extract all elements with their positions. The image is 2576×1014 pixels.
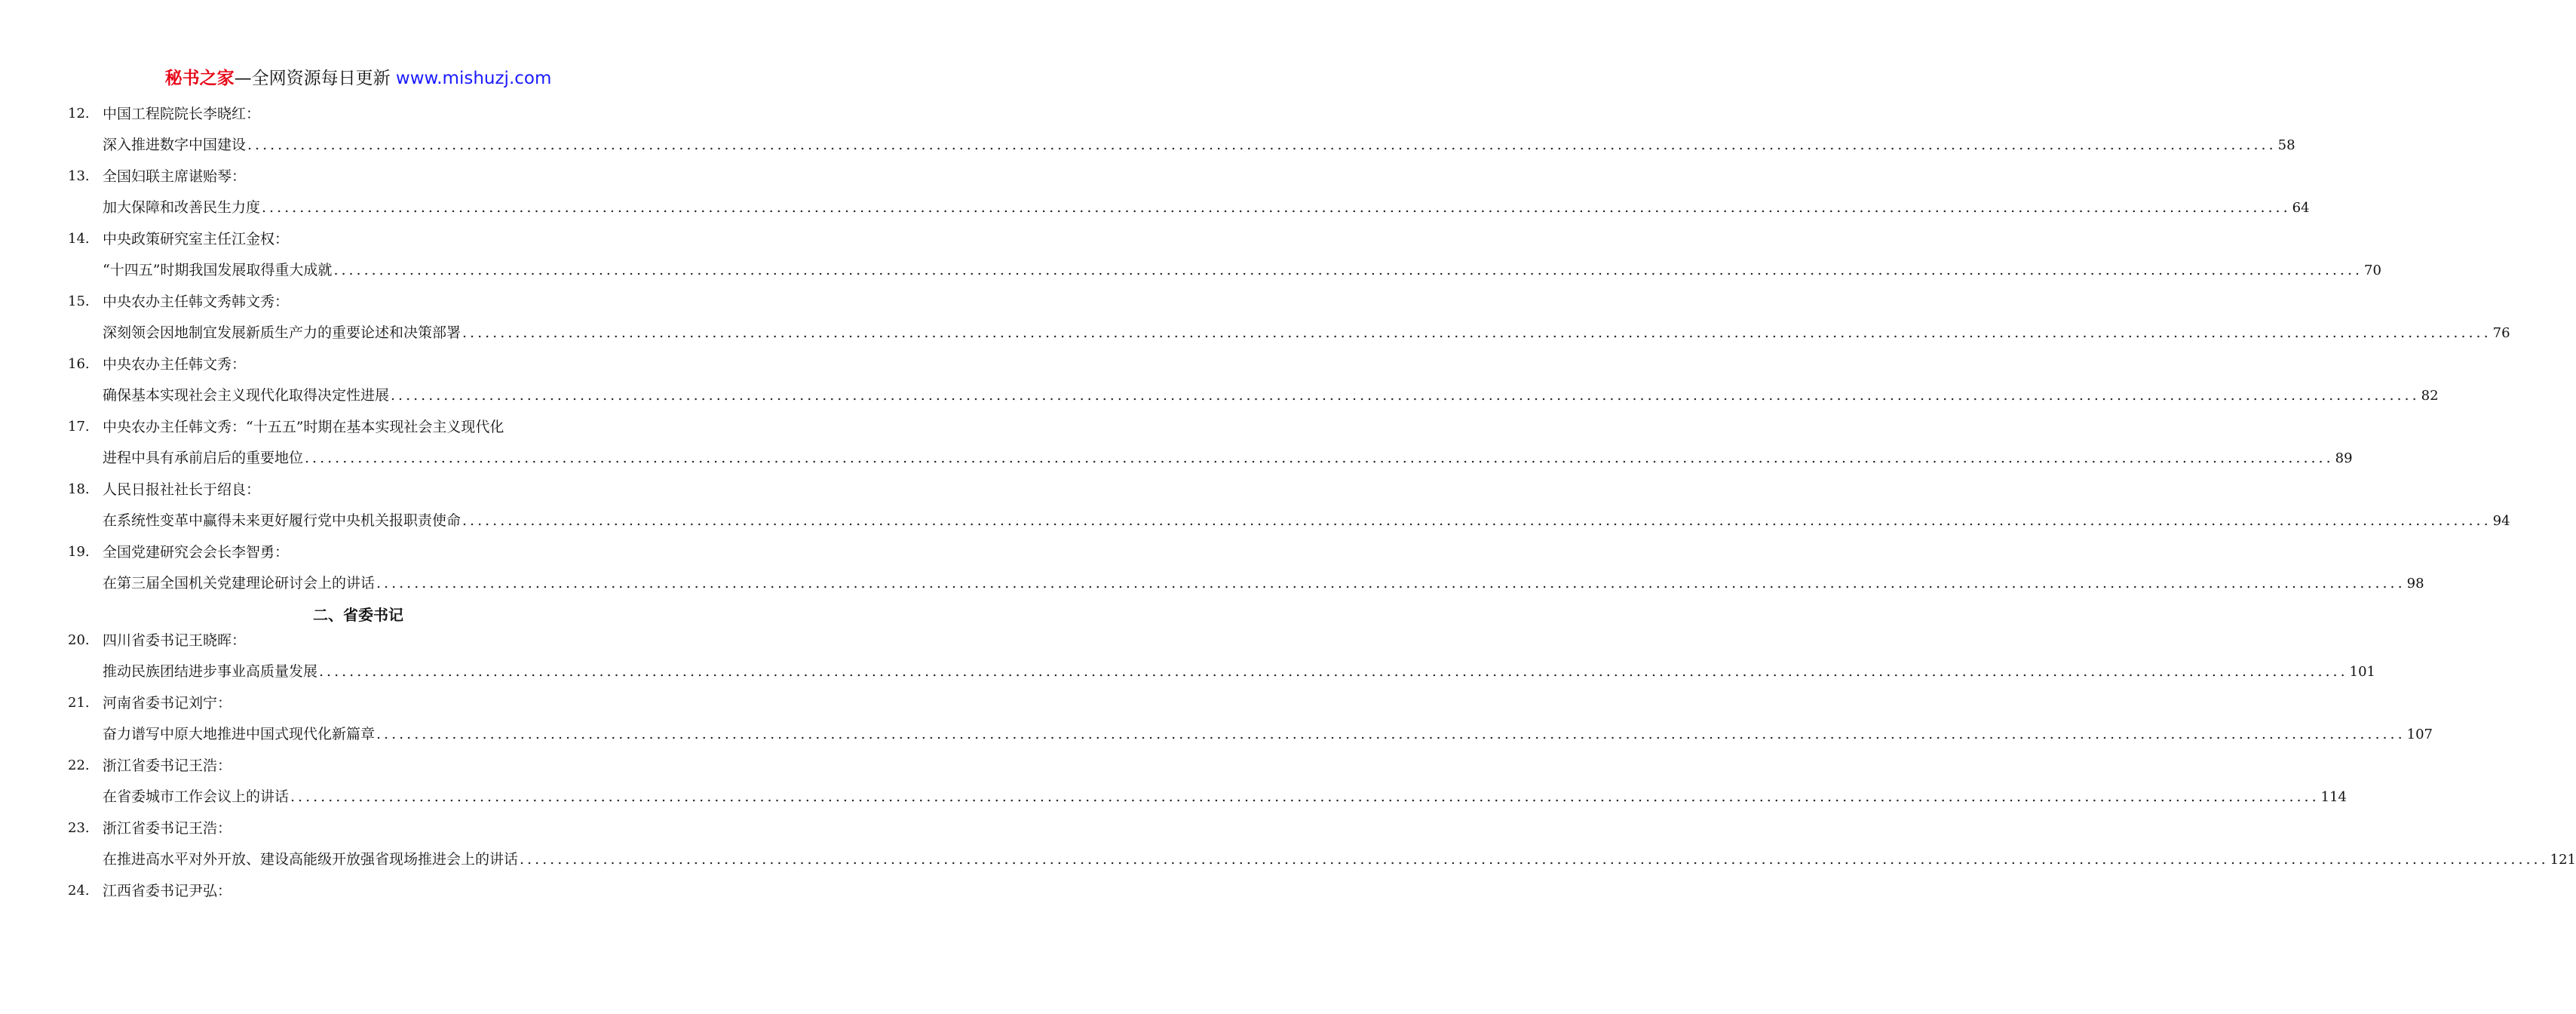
toc-entry-heading (68, 878, 649, 904)
toc-entry-number: 12. (68, 106, 90, 121)
toc-entry-title-line[interactable] (103, 377, 2439, 414)
toc-entry-title: 在系统性变革中赢得未来更好履行党中央机关报职责使命 (103, 512, 462, 529)
toc-entry-heading (68, 414, 649, 440)
toc-entry-page: 121 (2550, 852, 2576, 868)
toc-entry-number: 14. (68, 231, 90, 247)
brand-name: 秘书之家 (164, 69, 235, 88)
toc-entry-title-line[interactable] (103, 315, 2510, 352)
toc-entry-heading (68, 164, 649, 189)
toc-entry-number: 15. (68, 293, 90, 309)
toc-entry (68, 816, 2576, 878)
toc-entry-title-line[interactable] (103, 127, 2295, 164)
toc-entry-heading (68, 352, 649, 377)
toc-entry-title: 进程中具有承前启后的重要地位 (103, 450, 304, 466)
toc-dot-leader: ............................................................................................................................................................................................................................................................................ (462, 324, 2492, 341)
toc-entry-title: 深刻领会因地制宜发展新质生产力的重要论述和决策部署 (103, 324, 462, 341)
site-url: www.mishuzj.com (395, 69, 552, 88)
toc-dot-leader: ............................................................................................................................................................................................................................................................................ (520, 851, 2549, 868)
toc-entry-page: 114 (2320, 789, 2347, 805)
toc-entry-number: 20. (68, 632, 90, 648)
toc-entry-number: 22. (68, 757, 90, 773)
toc-entry-page: 58 (2277, 137, 2295, 153)
toc-entry-heading (68, 477, 649, 502)
toc-entry-number: 21. (68, 695, 90, 711)
toc-entry (68, 164, 2310, 226)
toc-entry-title: 加大保障和改善民生力度 (103, 199, 261, 216)
toc-dot-leader: ............................................................................................................................................................................................................................................................................ (376, 726, 2406, 742)
toc-dot-leader: ............................................................................................................................................................................................................................................................................ (462, 512, 2492, 529)
toc-entry-page: 64 (2292, 200, 2310, 216)
toc-entry-author: 浙江省委书记王浩： (103, 757, 232, 774)
toc-entry-title-line[interactable] (103, 440, 2353, 477)
toc-entry-number: 17. (68, 419, 90, 435)
toc-dot-leader: ............................................................................................................................................................................................................................................................................ (305, 450, 2334, 466)
toc-entry-author: 中央农办主任韩文秀韩文秀： (103, 293, 290, 310)
toc-entry-page: 82 (2421, 388, 2439, 404)
toc-dot-leader: ............................................................................................................................................................................................................................................................................ (290, 788, 2320, 805)
toc-group-provincial (68, 628, 2576, 904)
toc-entry (68, 101, 2295, 164)
toc-entry-heading (68, 101, 649, 127)
toc-entry-title-line[interactable] (103, 779, 2347, 816)
toc-dot-leader: ............................................................................................................................................................................................................................................................................ (247, 137, 2277, 153)
toc-entry-title-line[interactable] (103, 252, 2381, 289)
toc-entry-author: 人民日报社社长于绍良： (103, 481, 261, 498)
toc-entry-title-line[interactable] (103, 189, 2310, 226)
section-heading: 二、省委书记 (313, 606, 403, 624)
toc-entry (68, 414, 2353, 477)
toc-entry-page: 76 (2492, 325, 2510, 341)
site-watermark-header (0, 66, 716, 91)
toc-entry-heading (68, 289, 649, 315)
toc-entry-title: “十四五”时期我国发展取得重大成就 (103, 262, 333, 278)
toc-dot-leader: ............................................................................................................................................................................................................................................................................ (376, 575, 2406, 592)
toc-entry-number: 13. (68, 168, 90, 184)
toc-entry (68, 539, 2424, 602)
toc-entry (68, 753, 2347, 816)
toc-entry (68, 226, 2381, 289)
toc-entry-author: 浙江省委书记王浩： (103, 820, 232, 837)
toc-entry-title: 推动民族团结进步事业高质量发展 (103, 663, 318, 680)
toc-entry-title: 确保基本实现社会主义现代化取得决定性进展 (103, 387, 390, 404)
table-of-contents (68, 101, 2576, 904)
toc-entry-title-line[interactable] (103, 653, 2375, 690)
toc-entry-author: 全国党建研究会会长李智勇： (103, 544, 290, 561)
toc-entry (68, 352, 2439, 414)
toc-entry (68, 289, 2510, 352)
toc-entry-page: 70 (2364, 263, 2381, 278)
toc-entry-page: 89 (2335, 450, 2353, 466)
toc-entry-page: 94 (2492, 513, 2510, 529)
toc-entry-page: 98 (2406, 576, 2424, 592)
toc-entry-author: 全国妇联主席谌贻琴： (103, 168, 247, 185)
toc-dot-leader: ............................................................................................................................................................................................................................................................................ (391, 387, 2420, 404)
toc-entry-author: 中国工程院院长李晓红： (103, 106, 261, 122)
toc-entry-title: 在省委城市工作会议上的讲话 (103, 788, 290, 805)
toc-entry-author: 河南省委书记刘宁： (103, 695, 232, 711)
toc-entry-number: 23. (68, 820, 90, 836)
toc-dot-leader: ............................................................................................................................................................................................................................................................................ (319, 663, 2348, 680)
toc-entry-heading (68, 816, 649, 841)
toc-entry-page: 101 (2349, 664, 2375, 680)
toc-entry-author: 中央政策研究室主任江金权： (103, 231, 290, 247)
toc-entry-title: 深入推进数字中国建设 (103, 137, 247, 153)
toc-entry-page: 107 (2406, 727, 2433, 742)
toc-entry-number: 18. (68, 481, 90, 497)
toc-entry-heading (68, 226, 649, 252)
toc-entry (68, 628, 2375, 690)
toc-entry-number: 16. (68, 356, 90, 372)
toc-entry-author: 江西省委书记尹弘： (103, 883, 232, 899)
toc-entry-heading (68, 628, 649, 653)
toc-entry-author: 中央农办主任韩文秀： (103, 356, 247, 373)
toc-entry-number: 24. (68, 883, 90, 899)
toc-entry-heading (68, 539, 649, 565)
toc-entry-title-line[interactable] (103, 716, 2433, 753)
toc-entry (68, 477, 2510, 539)
toc-entry-heading (68, 753, 649, 779)
toc-entry-author: 中央农办主任韩文秀：“十五五”时期在基本实现社会主义现代化 (103, 419, 504, 435)
toc-dot-leader: ............................................................................................................................................................................................................................................................................ (333, 262, 2363, 278)
toc-entry-title-line[interactable] (103, 565, 2424, 602)
toc-entry-title-line[interactable] (103, 502, 2510, 539)
toc-entry-title: 在推进高水平对外开放、建设高能级开放强省现场推进会上的讲话 (103, 851, 519, 868)
toc-entry-title-line[interactable] (103, 841, 2576, 878)
toc-entry-author: 四川省委书记王晓晖： (103, 632, 247, 649)
toc-entry (68, 690, 2433, 753)
toc-entry-number: 19. (68, 544, 90, 560)
toc-entry (68, 878, 649, 904)
slogan: —全网资源每日更新 (234, 69, 396, 88)
toc-entry-title: 在第三届全国机关党建理论研讨会上的讲话 (103, 575, 376, 592)
toc-dot-leader: ............................................................................................................................................................................................................................................................................ (262, 199, 2291, 216)
toc-entry-heading (68, 690, 649, 716)
toc-group-central (68, 101, 2510, 602)
toc-entry-title: 奋力谱写中原大地推进中国式现代化新篇章 (103, 726, 376, 742)
